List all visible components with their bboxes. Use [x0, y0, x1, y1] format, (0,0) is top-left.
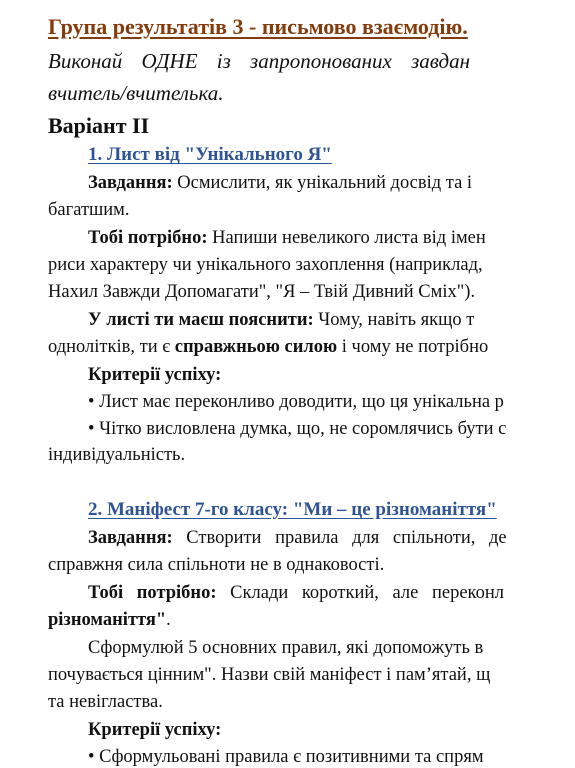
task2-rules-1: Сформулюй 5 основних правил, які допоможуть в [88, 638, 484, 658]
task2-criteria-label-text: Критерії успіху: [88, 720, 222, 740]
task1-need-text-2: риси характеру чи унікального захоплення (наприклад, [48, 255, 483, 275]
task1-real-strength: справжньою силою [174, 337, 338, 357]
task1-explain-text: Чому, навіть якщо т [313, 310, 475, 330]
task2-criteria-1: • Сформульовані правила є позитивними та спрям [88, 747, 484, 767]
task1-task-line [88, 172, 472, 194]
task2-task-label: Завдання: [88, 528, 173, 548]
task2-task-line [88, 527, 507, 549]
task1-need-label: Тобі потрібно: [88, 228, 208, 248]
task1-explain-line [88, 309, 474, 331]
task1-criteria-label-text: Критерії успіху: [88, 365, 222, 385]
task2-diversity: різноманіття" [48, 610, 167, 630]
task1-explain-label: У листі ти маєш пояснити: [88, 310, 314, 330]
task2-task-text: Створити правила для спільноти, де [172, 528, 507, 548]
task1-task-label: Завдання: [88, 173, 173, 193]
task1-need-text: Напиши невеликого листа від імен [207, 228, 486, 248]
task2-need-line-2 [48, 609, 171, 631]
task1-need-line [88, 227, 486, 249]
task2-rules-2: почувається цінним". Назви свій маніфест і пам’ятай, щ [48, 665, 491, 685]
task1-explain-line-2 [48, 336, 488, 358]
group-heading: Група результатів 3 - письмово взаємодію. [48, 14, 468, 39]
intro-line-2: вчитель/вчителька. [48, 81, 224, 105]
task2-need-text: Склади короткий, але переконл [216, 583, 504, 603]
variant-title: Варіант ІІ [48, 113, 150, 138]
intro-line-1: Виконай ОДНЕ із запропонованих завдан [48, 49, 471, 73]
task2-task-text-2: справжня сила спільноти не в однаковості. [48, 555, 385, 575]
task1-title: 1. Лист від "Унікального Я" [88, 144, 332, 165]
task1-criteria-1: • Лист має переконливо доводити, що ця унікальна р [88, 392, 504, 412]
task2-title: 2. Маніфест 7-го класу: "Ми – це різноманіття" [88, 499, 497, 520]
task1-explain-text-2c: і чому не потрібно [337, 337, 489, 357]
task1-task-text-2: багатшим. [48, 200, 130, 220]
task1-task-text: Осмислити, як унікальний досвід та і [172, 173, 473, 193]
task2-rules-3: та невігластва. [48, 692, 163, 712]
task1-criteria-2-cont: індивідуальність. [48, 445, 186, 465]
task1-explain-text-2a: однолітків, ти є [48, 337, 175, 357]
task1-need-text-3: Нахил Завжди Допомагати", "Я – Твій Дивний Сміх"). [48, 282, 476, 302]
task1-criteria-2: • Чітко висловлена думка, що, не соромлячись бути с [88, 419, 507, 439]
task2-need-end: . [166, 610, 171, 630]
task2-need-label: Тобі потрібно: [88, 583, 217, 603]
task2-need-line [88, 582, 504, 604]
task2-criteria-label [88, 719, 221, 741]
task1-criteria-label [88, 364, 221, 386]
